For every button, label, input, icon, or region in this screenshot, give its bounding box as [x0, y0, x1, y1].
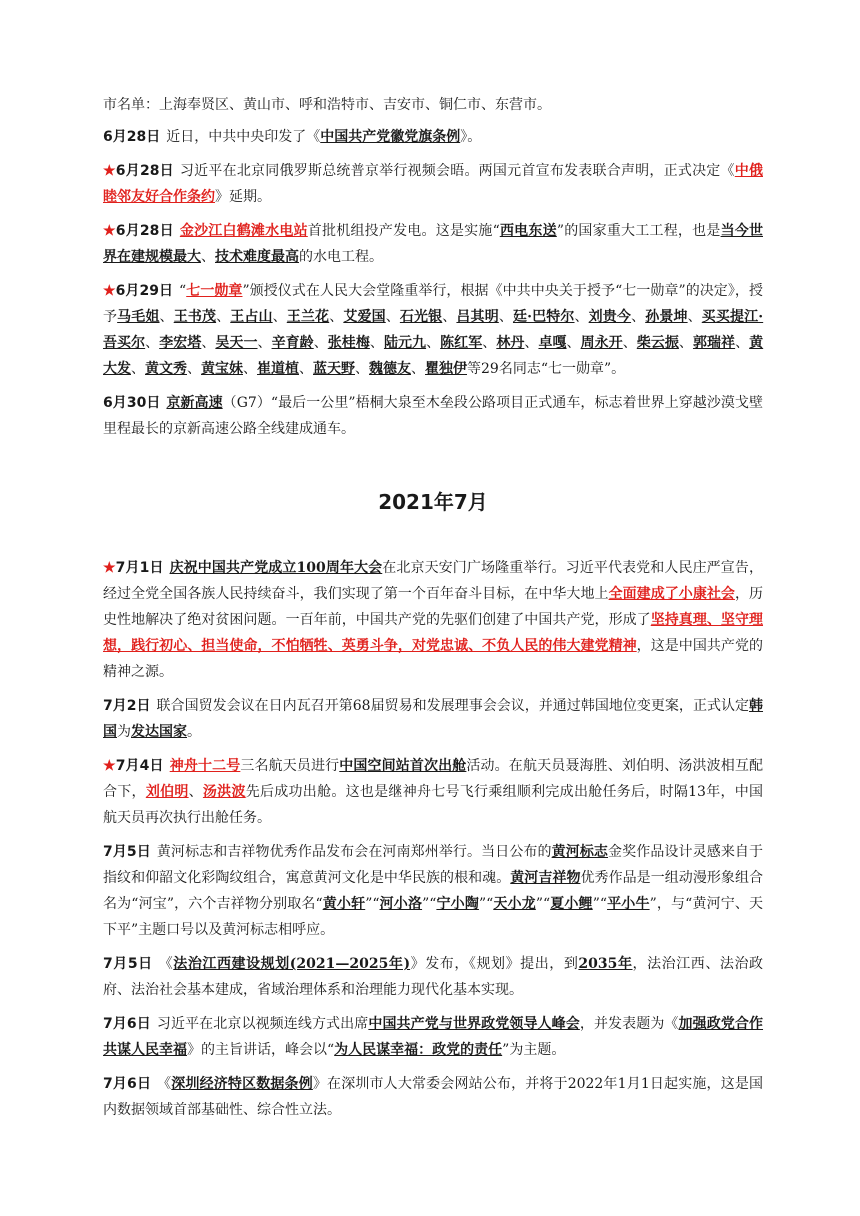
entry-text: 、 [622, 335, 637, 351]
key-term: 加强政党合作共谋人民幸福 [103, 1016, 764, 1058]
key-term: 陆元九 [383, 335, 427, 351]
entry-text: ”为主题。 [502, 1042, 566, 1058]
july-entries [103, 555, 763, 1123]
entry-text: 为 [117, 724, 131, 740]
entry-text: 、 [574, 309, 589, 325]
news-entry [103, 1011, 763, 1063]
entry-text: 、 [442, 309, 457, 325]
key-term: 王占山 [230, 309, 273, 325]
key-term: 瞿独伊 [425, 361, 467, 377]
entry-text: 、 [216, 309, 231, 325]
key-term-highlight: 全面建成了小康社会 [608, 586, 735, 602]
star-icon: ★ [103, 560, 116, 576]
news-entry [103, 218, 763, 270]
entry-text: 、 [678, 335, 693, 351]
entry-text: ，并发表题为《 [579, 1016, 679, 1032]
entry-text: 黄河标志和吉祥物优秀作品发布会在河南郑州举行。当日公布的 [156, 844, 552, 860]
key-term-highlight: 神舟十二号 [169, 758, 241, 774]
entry-text: ”“ [535, 896, 551, 912]
entry-text: 。 [187, 724, 201, 740]
news-entry [103, 839, 763, 943]
entry-date: 6月30日 [103, 395, 161, 411]
entry-text: ”，与“黄河宁、天下平”主题口号以及黄河标志相呼应。 [103, 896, 763, 938]
news-entry [103, 555, 763, 685]
entry-text: 、 [385, 309, 400, 325]
star-icon: ★ [103, 758, 116, 774]
key-term: 王兰花 [286, 309, 330, 325]
entry-text: 、 [257, 335, 272, 351]
entry-text: 金奖作品设计灵感来自于指纹和仰韶文化彩陶纹组合，寓意黄河文化是中华民族的根和魂。 [103, 844, 764, 886]
entry-text: 》。 [460, 129, 482, 145]
news-entry [103, 390, 763, 442]
entry-date: 7月6日 [103, 1016, 151, 1032]
june-entries [103, 92, 763, 442]
key-term: 庆祝中国共产党成立100周年大会 [169, 560, 383, 576]
entry-text: 》延期。 [215, 189, 271, 205]
news-entry [103, 124, 763, 150]
entry-text: 、 [369, 335, 384, 351]
key-term: 黄大发 [103, 335, 764, 377]
key-term: 刘贵今 [588, 309, 632, 325]
key-term: 林丹 [496, 335, 525, 351]
key-term: 深圳经济特区数据条例 [171, 1076, 313, 1092]
entry-text: 》的主旨讲话，峰会以“ [187, 1042, 335, 1058]
entry-text: ”“ [365, 896, 380, 912]
key-term: 技术难度最高 [215, 249, 299, 265]
key-term: 河小洛 [379, 896, 423, 912]
key-term: 中国共产党与世界政党领导人峰会 [368, 1016, 580, 1032]
key-term: 黄文秀 [145, 361, 187, 377]
key-term: 孙景坤 [645, 309, 688, 325]
entry-text: 《 [158, 956, 174, 972]
entry-text: 、 [145, 335, 160, 351]
entry-text: 市名单：上海奉贤区、黄山市、呼和浩特市、吉安市、铜仁市、东营市。 [103, 97, 551, 113]
key-term: 卓嘎 [538, 335, 567, 351]
entry-text: 、 [243, 361, 257, 377]
star-icon: ★ [103, 223, 116, 239]
entry-text: 、 [411, 361, 425, 377]
key-term: 法治江西建设规划(2021—2025年) [173, 956, 411, 972]
key-term-highlight: 金沙江白鹤滩水电站 [179, 223, 308, 239]
star-icon: ★ [103, 163, 116, 179]
entry-text: 在北京天安门广场隆重举行。习近平代表党和人民庄严宣告，经过全党全国各族人民持续奋斗，我们实现了第一个百年奋斗目标，在中华大地上 [103, 560, 763, 602]
entry-text: 、 [299, 361, 313, 377]
key-term: 韩国 [103, 698, 764, 740]
key-term: 黄河标志 [551, 844, 609, 860]
entry-text: 习近平在北京同俄罗斯总统普京举行视频会晤。两国元首宣布发表联合声明，正式决定《 [179, 163, 735, 179]
news-entry [103, 158, 763, 210]
entry-text: 近日，中共中央印发了《 [166, 129, 321, 145]
entry-date: 6月28日 [115, 223, 174, 239]
key-term: 吴天一 [215, 335, 258, 351]
entry-text: 三名航天员进行 [240, 758, 340, 774]
key-term: 黄河吉祥物 [510, 870, 581, 886]
entry-text: 、 [631, 309, 646, 325]
star-icon: ★ [103, 283, 116, 299]
key-term: 石光银 [399, 309, 443, 325]
entry-text: 、 [201, 335, 216, 351]
key-term: 周永开 [580, 335, 623, 351]
entry-text: 、 [201, 249, 215, 265]
entry-text: ”“ [478, 896, 494, 912]
entry-text: 习近平在北京以视频连线方式出席 [156, 1016, 369, 1032]
entry-text: ，历史性地解决了绝对贫困问题。一百年前，中国共产党的先驱们创建了中国共产党，形成了 [103, 586, 764, 628]
news-entry [103, 1071, 763, 1123]
entry-text: 》发布，《规划》提出，到 [410, 956, 579, 972]
entry-text: 首批机组投产发电。这是实施“ [307, 223, 500, 239]
entry-text: 》在深圳市人大常委会网站公布，并将于2022年1月1日起实施，这是国内数据领域首部基础性、综合性立法。 [103, 1076, 764, 1118]
entry-text: 、 [313, 335, 328, 351]
key-term: 蓝天野 [313, 361, 355, 377]
key-term: 崔道植 [257, 361, 299, 377]
entry-text: 、 [687, 309, 702, 325]
key-term: 宁小陶 [436, 896, 479, 912]
entry-text: 、 [355, 361, 369, 377]
entry-text: 《 [157, 1076, 172, 1092]
news-entry [103, 92, 763, 118]
entry-text: “ [179, 283, 187, 299]
key-term: 吕其明 [456, 309, 499, 325]
entry-text: ”“ [422, 896, 437, 912]
news-entry [103, 693, 763, 745]
key-term: 天小龙 [493, 896, 536, 912]
document-page [103, 92, 763, 1131]
key-term: 辛育龄 [271, 335, 314, 351]
entry-text: ”“ [592, 896, 608, 912]
key-term: 王书茂 [173, 309, 217, 325]
entry-text: ，这是中国共产党的精神之源。 [103, 638, 764, 680]
entry-text: ”的国家重大工工程，也是 [556, 223, 721, 239]
entry-text: 、 [131, 361, 145, 377]
entry-date: 7月4日 [115, 758, 164, 774]
entry-date: 6月29日 [115, 283, 174, 299]
entry-text: 先后成功出舱。这也是继神舟七号飞行乘组顺利完成出舱任务后，时隔13年，中国航天员再次执行出舱任务。 [103, 784, 764, 826]
key-term-highlight: 中俄睦邻友好合作条约 [103, 163, 763, 205]
entry-text: 、 [187, 361, 201, 377]
key-term: 西电东送 [499, 223, 557, 239]
key-term: 2035年 [578, 956, 633, 972]
entry-date: 7月2日 [103, 698, 151, 714]
key-term: 李宏塔 [159, 335, 202, 351]
entry-date: 7月5日 [103, 956, 153, 972]
entry-text: 活动。在航天员聂海胜、刘伯明、汤洪波相互配合下， [103, 758, 764, 800]
entry-text: ，法治江西、法治政府、法治社会基本建成，省域治理体系和治理能力现代化基本实现。 [103, 956, 764, 998]
news-entry [103, 753, 763, 831]
entry-text: 、 [188, 784, 203, 800]
key-term: 廷·巴特尔 [512, 309, 575, 325]
key-term: 为人民谋幸福：政党的责任 [334, 1042, 503, 1058]
entry-date: 7月6日 [103, 1076, 152, 1092]
entry-text: （G7）“最后一公里”梧桐大泉至木垒段公路项目正式通车，标志着世界上穿越沙漠戈壁里程最长的京新高速公路全线建成通车。 [103, 395, 764, 437]
key-term: 中国空间站首次出舱 [339, 758, 467, 774]
key-term: 京新高速 [166, 395, 223, 411]
key-term-highlight: 刘伯明 [145, 784, 189, 800]
entry-date: 6月28日 [103, 129, 161, 145]
key-term: 夏小鲤 [550, 896, 593, 912]
news-entry [103, 278, 763, 382]
entry-text: 联合国贸发会议在日内瓦召开第68届贸易和发展理事会会议，并通过韩国地位变更案，正式认定 [156, 698, 750, 714]
entry-text: 的水电工程。 [299, 249, 383, 265]
entry-text: ”颁授仪式在人民大会堂隆重举行，根据《中共中央关于授予“七一勋章”的决定》，授予 [103, 283, 763, 325]
key-term: 平小牛 [607, 896, 650, 912]
entry-text: 、 [426, 335, 441, 351]
entry-date: 7月1日 [115, 560, 164, 576]
entry-text: 优秀作品是一组动漫形象组合名为“河宝”，六个吉祥物分别取名“ [103, 870, 764, 912]
entry-text: 、 [159, 309, 174, 325]
key-term: 艾爱国 [343, 309, 386, 325]
key-term-highlight: 七一勋章 [186, 283, 243, 299]
news-entry [103, 951, 763, 1003]
key-term: 张桂梅 [327, 335, 370, 351]
key-term: 发达国家 [131, 724, 187, 740]
entry-date: 7月5日 [103, 844, 151, 860]
key-term: 魏德友 [369, 361, 411, 377]
key-term: 马毛姐 [117, 309, 160, 325]
key-term-highlight: 坚持真理、坚守理想，践行初心、担当使命，不怕牺牲、英勇斗争，对党忠诚、不负人民的伟大建党精神 [103, 612, 764, 654]
entry-text: 、 [566, 335, 581, 351]
entry-date: 6月28日 [115, 163, 174, 179]
entry-text: 等29名同志“七一勋章”。 [467, 361, 626, 377]
entry-text: 、 [498, 309, 513, 325]
entry-text: 、 [272, 309, 287, 325]
key-term-highlight: 汤洪波 [202, 784, 246, 800]
entry-text: 、 [524, 335, 539, 351]
entry-text: 、 [735, 335, 750, 351]
key-term: 郭瑞祥 [692, 335, 736, 351]
key-term: 黄宝妹 [201, 361, 243, 377]
key-term: 柴云振 [636, 335, 679, 351]
key-term: 买买提江·吾买尔 [103, 309, 764, 351]
month-heading: 2021年7月 [378, 490, 488, 514]
key-term: 当今世界在建规模最大 [103, 223, 763, 265]
key-term: 黄小轩 [322, 896, 366, 912]
key-term: 陈红军 [440, 335, 483, 351]
key-term: 中国共产党徽党旗条例 [320, 129, 461, 145]
entry-text: 、 [329, 309, 344, 325]
entry-text: 、 [482, 335, 497, 351]
